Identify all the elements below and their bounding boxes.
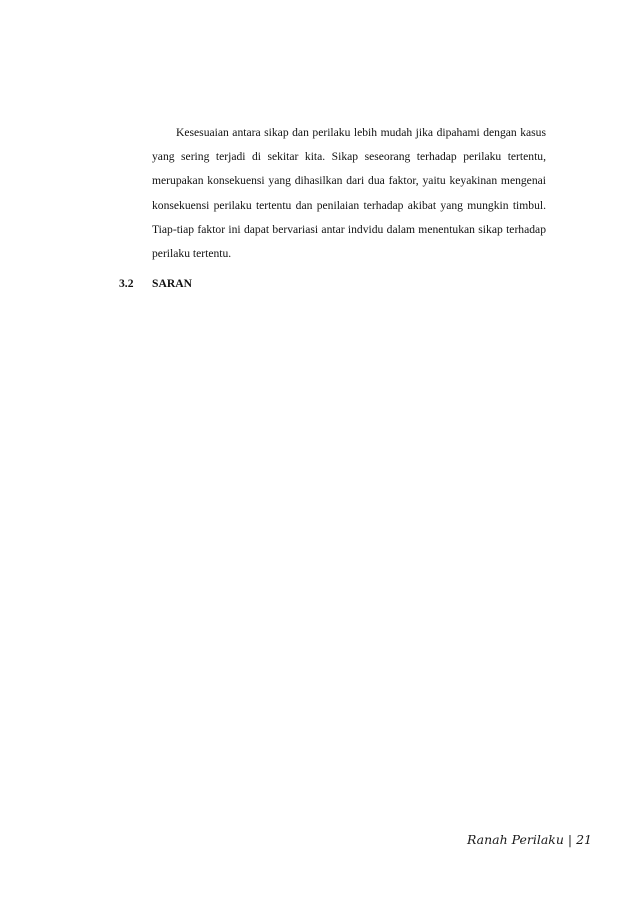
section-heading — [119, 276, 192, 292]
section-title: SARAN — [152, 277, 192, 290]
body-paragraph: Kesesuaian antara sikap dan perilaku lebih mudah jika dipahami dengan kasus yang sering terjadi di sekitar kita. Sikap seseorang terhadap perilaku tertentu, merupakan konsekuensi yang dihasilkan dari dua faktor, yaitu keyakinan mengenai konsekuensi perilaku tertentu dan penilaian terhadap akibat yang mungkin timbul. Tiap-tiap faktor ini dapat bervariasi antar indvidu dalam menentukan sikap terhadap perilaku tertentu. — [152, 126, 546, 261]
section-number: 3.2 — [119, 277, 134, 290]
page-footer: Ranah Perilaku | 21 — [466, 832, 592, 847]
